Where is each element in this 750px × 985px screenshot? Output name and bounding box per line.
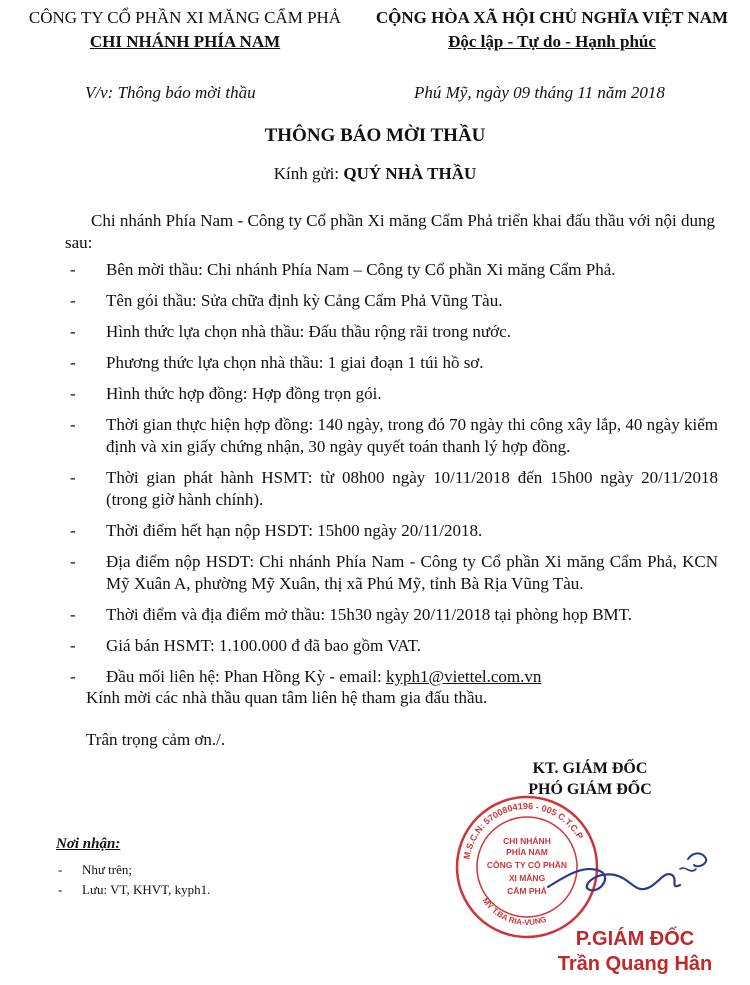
signature-on-behalf: KT. GIÁM ĐỐC bbox=[532, 760, 648, 777]
list-item: - Như trên; bbox=[58, 862, 133, 877]
company-name: CÔNG TY CỔ PHẦN XI MĂNG CẨM PHẢ bbox=[28, 8, 342, 27]
list-item-text: Hình thức lựa chọn nhà thầu: Đấu thầu rộng rãi trong nước. bbox=[106, 322, 511, 341]
seal-inner-text: CẨM PHẢ bbox=[507, 886, 547, 896]
seal-inner-text: CÔNG TY CỔ PHẦN bbox=[486, 860, 568, 870]
list-item: - Thời điểm hết hạn nộp HSDT: 15h00 ngày 20/11/2018. bbox=[70, 521, 483, 540]
list-item-text: Phương thức lựa chọn nhà thầu: 1 giai đoạn 1 túi hồ sơ. bbox=[106, 353, 484, 372]
contact-prefix: Đầu mối liên hệ: Phan Hồng Kỳ - email: bbox=[106, 667, 386, 686]
branch-name: CHI NHÁNH PHÍA NAM bbox=[89, 32, 281, 51]
list-item-text: Thời gian thực hiện hợp đồng: 140 ngày, trong đó 70 ngày thi công xây lắp, 40 ngày kiểm định và xin giấy chứng nhận, 30 ngày quyết toán thanh lý hợp đồng. bbox=[106, 415, 718, 456]
contact-item: - Đầu mối liên hệ: Phan Hồng Kỳ - email: kyph1@viettel.com.vn bbox=[70, 667, 542, 686]
signature-position: PHÓ GIÁM ĐỐC bbox=[528, 781, 652, 798]
header-right bbox=[362, 6, 742, 54]
list-item: - Phương thức lựa chọn nhà thầu: 1 giai đoạn 1 túi hồ sơ. bbox=[70, 353, 484, 372]
header-left bbox=[15, 6, 355, 54]
list-item-text: Hình thức hợp đồng: Hợp đồng trọn gói. bbox=[106, 384, 382, 403]
national-motto: Độc lập - Tự do - Hạnh phúc bbox=[448, 32, 656, 51]
document-title: THÔNG BÁO MỜI THẦU bbox=[264, 125, 486, 146]
list-item: - Hình thức hợp đồng: Hợp đồng trọn gói. bbox=[70, 384, 382, 403]
recipients-title: Nơi nhận: bbox=[56, 836, 121, 852]
list-item: - Thời gian thực hiện hợp đồng: 140 ngày, trong đó 70 ngày thi công xây lắp, 40 ngày kiểm định và xin giấy chứng nhận, 30 ngày quyết toán thanh lý hợp đồng. bbox=[70, 415, 718, 456]
list-item: - Hình thức lựa chọn nhà thầu: Đấu thầu rộng rãi trong nước. bbox=[70, 322, 511, 341]
list-item: - Thời điểm và địa điểm mở thầu: 15h30 ngày 20/11/2018 tại phòng họp BMT. bbox=[70, 605, 633, 624]
subject-line: V/v: Thông báo mời thầu bbox=[85, 83, 256, 102]
place-date: Phú Mỹ, ngày 09 tháng 11 năm 2018 bbox=[414, 83, 665, 102]
contact-email-link[interactable]: kyph1@viettel.com.vn bbox=[385, 667, 542, 686]
signer-name: Trần Quang Hân bbox=[557, 953, 713, 975]
intro-paragraph: Chi nhánh Phía Nam - Công ty Cổ phần Xi măng Cẩm Phả triển khai đấu thầu với nội dung sau: bbox=[65, 211, 715, 252]
recipient-entry: Lưu: VT, KHVT, kyph1. bbox=[82, 882, 211, 897]
list-item-text: Địa điểm nộp HSDT: Chi nhánh Phía Nam - Công ty Cổ phần Xi măng Cẩm Phả, KCN Mỹ Xuân A, phường Mỹ Xuân, thị xã Phú Mỹ, tỉnh Bà Rịa Vũng Tàu. bbox=[106, 552, 718, 593]
recipient-prefix: Kính gửi: bbox=[273, 164, 340, 183]
closing-invite: Kính mời các nhà thầu quan tâm liên hệ tham gia đấu thầu. bbox=[86, 688, 488, 707]
list-item-text: Thời gian phát hành HSMT: từ 08h00 ngày 10/11/2018 đến 15h00 ngày 20/11/2018 (trong giờ hành chính). bbox=[106, 468, 718, 509]
recipient-entry: Như trên; bbox=[82, 862, 133, 877]
list-item-text: Thời điểm và địa điểm mở thầu: 15h30 ngày 20/11/2018 tại phòng họp BMT. bbox=[106, 605, 633, 624]
list-item-text: Giá bán HSMT: 1.100.000 đ đã bao gồm VAT. bbox=[106, 636, 422, 655]
signed-title: P.GIÁM ĐỐC bbox=[575, 928, 695, 950]
list-item: - Bên mời thầu: Chi nhánh Phía Nam – Công ty Cổ phần Xi măng Cẩm Phả. bbox=[70, 260, 616, 279]
list-item-text: Tên gói thầu: Sửa chữa định kỳ Cảng Cẩm Phả Vũng Tàu. bbox=[106, 291, 503, 310]
recipient-name: QUÝ NHÀ THẦU bbox=[343, 164, 477, 183]
republic-name: CỘNG HÒA XÃ HỘI CHỦ NGHĨA VIỆT NAM bbox=[375, 8, 729, 27]
seal-inner-text: CHI NHÁNH bbox=[503, 836, 551, 846]
list-item: - Thời gian phát hành HSMT: từ 08h00 ngày 10/11/2018 đến 15h00 ngày 20/11/2018 (trong giờ hành chính). bbox=[70, 468, 718, 509]
seal-inner-text: XI MĂNG bbox=[508, 873, 546, 883]
seal-inner-text: PHÍA NAM bbox=[506, 847, 548, 857]
list-item: - Địa điểm nộp HSDT: Chi nhánh Phía Nam - Công ty Cổ phần Xi măng Cẩm Phả, KCN Mỹ Xuân A, phường Mỹ Xuân, thị xã Phú Mỹ, tỉnh Bà Rịa Vũng Tàu. bbox=[70, 552, 718, 593]
list-item: - Lưu: VT, KHVT, kyph1. bbox=[58, 882, 211, 897]
handwritten-signature bbox=[540, 835, 730, 915]
seal-bottom-text: MỸ T.BA RIA-VUNG bbox=[480, 896, 548, 928]
list-item-text: Bên mời thầu: Chi nhánh Phía Nam – Công ty Cổ phần Xi măng Cẩm Phả. bbox=[106, 260, 616, 279]
list-item: - Tên gói thầu: Sửa chữa định kỳ Cảng Cẩm Phả Vũng Tàu. bbox=[70, 291, 503, 310]
tender-details-list bbox=[68, 259, 718, 697]
seal-ring-text: M.S.C.N: 5700804196 - 005 C.T.C.P bbox=[461, 800, 586, 861]
recipient-line bbox=[0, 164, 750, 184]
list-item-text: Thời điểm hết hạn nộp HSDT: 15h00 ngày 20/11/2018. bbox=[106, 521, 483, 540]
svg-text:MỸ T.BA RIA-VUNG bbox=[481, 896, 548, 927]
list-item: - Giá bán HSMT: 1.100.000 đ đã bao gồm VAT. bbox=[70, 636, 422, 655]
recipients-list bbox=[58, 860, 210, 900]
closing-thanks: Trân trọng cảm ơn./. bbox=[86, 730, 226, 749]
